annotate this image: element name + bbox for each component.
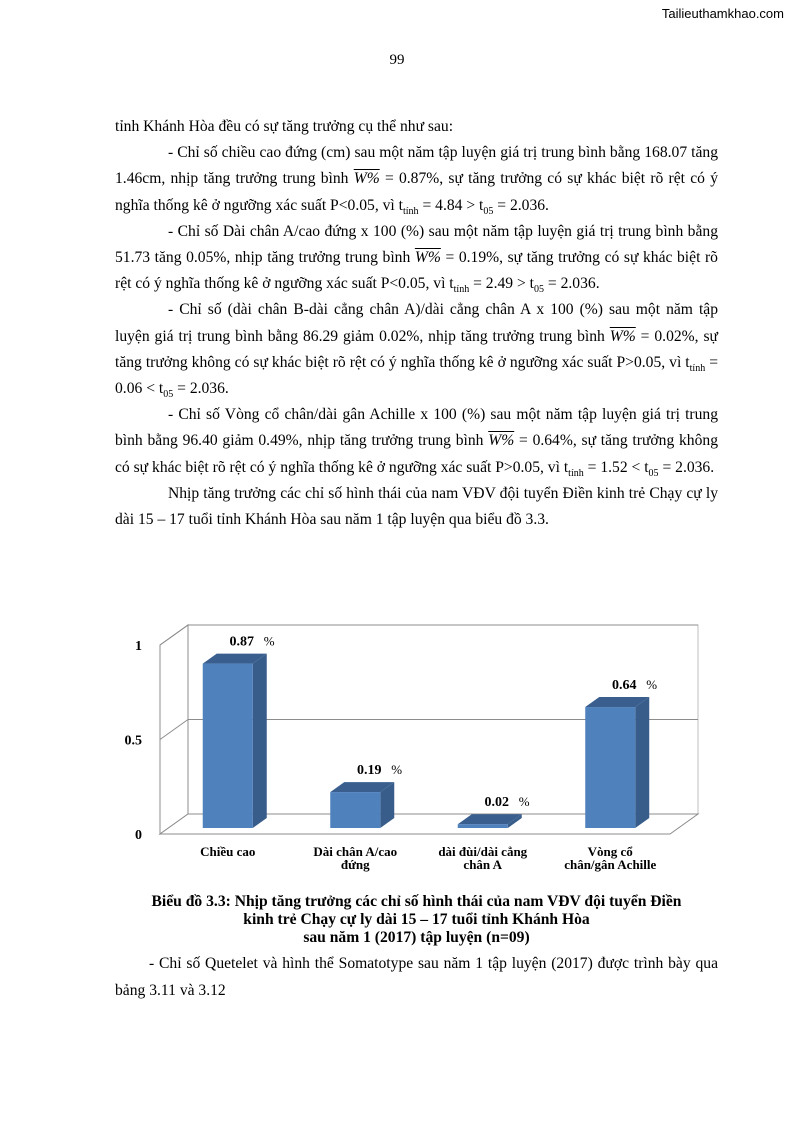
bar xyxy=(458,824,508,828)
data-label-unit: % xyxy=(518,794,530,810)
chart-caption xyxy=(115,893,718,947)
paragraph-quetelet: - Chỉ số Quetelet và hình thể Somatotype sau năm 1 tập luyện (2017) được trình bày qua bảng 3.11 và 3.12 xyxy=(115,955,718,999)
bar xyxy=(585,707,635,828)
w-percent-symbol: W% xyxy=(414,249,441,267)
w-percent-symbol: W% xyxy=(609,327,636,345)
y-tick-label: 0.5 xyxy=(124,733,142,749)
y-tick-label: 0 xyxy=(135,828,142,843)
w-percent-symbol: W% xyxy=(353,170,380,188)
bar xyxy=(203,664,253,828)
bar-side xyxy=(635,697,649,828)
paragraph-intro: tỉnh Khánh Hòa đều có sự tăng trưởng cụ thể như sau: xyxy=(115,118,454,135)
w-percent-symbol: W% xyxy=(488,432,515,450)
paragraph-thigh-shin: - Chỉ số (dài chân B-dài cẳng chân A)/dài cẳng chân A x 100 (%) sau một năm tập luyện giá trị trung bình bằng 86.29 giảm 0.02%, nhịp tăng trưởng trung bình W% = 0.02%, sự tăng trưởng không có sự khác biệt rõ rệt có ý nghĩa thống kê ở ngưỡng xác suất P>0.05, vì $t_{tính} = 0.06 < t_{05} = 2.036$. xyxy=(115,301,719,401)
paragraph-leg-length: - Chỉ số Dài chân A/cao đứng x 100 (%) sau một năm tập luyện giá trị trung bình bằng 51.73 tăng 0.05%, nhịp tăng trưởng trung bình W% = 0.19%, sự tăng trưởng có sự khác biệt rõ rệt có ý nghĩa thống kê ở ngưỡng xác suất P<0.05, vì $t_{tính} = 2.49 > t_{05} = 2.036$. xyxy=(115,222,718,296)
body-text xyxy=(115,114,718,533)
watermark: Tailieuthamkhao.com xyxy=(661,6,784,21)
paragraph-height: - Chỉ số chiều cao đứng (cm) sau một năm tập luyện giá trị trung bình bằng 168.07 tăng 1.46cm, nhịp tăng trưởng trung bình W% = 0.87%, sự tăng trưởng có sự khác biệt rõ rệt có ý nghĩa thống kê ở ngưỡng xác suất P<0.05, vì $t_{tính} = 4.84 > t_{05} = 2.036$. xyxy=(115,144,718,217)
data-label-unit: % xyxy=(646,677,658,693)
x-tick-label: chân/gân Achille xyxy=(564,857,657,872)
page-number: 99 xyxy=(389,52,405,68)
caption-line-3: sau năm 1 (2017) tập luyện (n=09) xyxy=(303,929,530,946)
data-label: 0.19 xyxy=(357,763,382,779)
data-label: 0.64 xyxy=(612,678,637,694)
x-tick-label: Chiều cao xyxy=(200,844,256,859)
bar xyxy=(330,792,380,828)
data-label: 0.87 xyxy=(229,634,254,650)
caption-line-1: Biểu đồ 3.3: Nhịp tăng trưởng các chỉ số hình thái của nam VĐV đội tuyển Điền xyxy=(151,893,682,910)
data-label-unit: % xyxy=(391,762,403,778)
paragraph-chart-intro: Nhịp tăng trưởng các chỉ số hình thái của nam VĐV đội tuyển Điền kinh trẻ Chạy cự ly dài 15 – 17 tuổi tỉnh Khánh Hòa sau năm 1 tập luyện qua biểu đồ 3.3. xyxy=(115,484,718,529)
caption-line-2: kinh trẻ Chạy cự ly dài 15 – 17 tuổi tỉnh Khánh Hòa xyxy=(243,911,590,928)
bar-side xyxy=(253,654,267,828)
growth-rate-chart xyxy=(110,612,710,887)
x-tick-label: Vòng cổ xyxy=(587,844,633,859)
data-label: 0.02 xyxy=(484,795,509,811)
x-tick-label: dài đùi/dài cẳng xyxy=(438,844,528,859)
data-label-unit: % xyxy=(263,633,275,649)
x-tick-label: Dài chân A/cao xyxy=(313,844,398,859)
x-tick-label: chân A xyxy=(463,857,503,872)
x-tick-label: đứng xyxy=(340,857,370,872)
paragraph-ankle: - Chỉ số Vòng cổ chân/dài gân Achille x 100 (%) sau một năm tập luyện giá trị trung bình bằng 96.40 giảm 0.49%, nhịp tăng trưởng trung bình W% = 0.64%, sự tăng trưởng không có sự khác biệt rõ rệt có ý nghĩa thống kê ở ngưỡng xác suất P>0.05, vì $t_{tính} = 1.52 < t_{05} = 2.036$. xyxy=(115,406,718,479)
y-tick-label: 1 xyxy=(135,639,142,654)
